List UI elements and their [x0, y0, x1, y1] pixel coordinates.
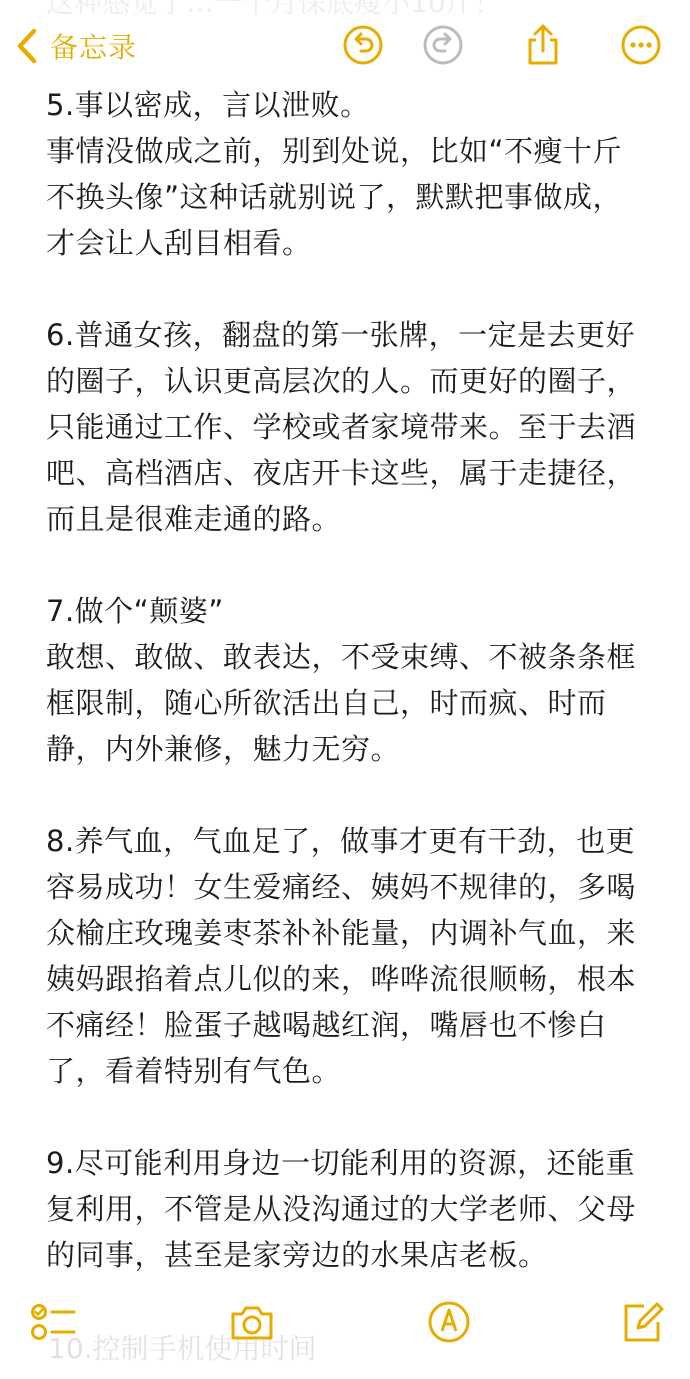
- back-button[interactable]: [14, 22, 137, 70]
- undo-icon[interactable]: [342, 24, 384, 66]
- checklist-icon[interactable]: [30, 1300, 76, 1344]
- section-5-body: 事情没做成之前，别到处说，比如“不瘦十斤不换头像”这种话就别说了，默默把事做成，才会让人刮目相看。: [46, 134, 623, 260]
- compose-icon[interactable]: [620, 1300, 666, 1344]
- more-icon[interactable]: [620, 24, 662, 66]
- top-toolbar: [0, 0, 690, 90]
- bottom-toolbar: [0, 1288, 690, 1379]
- note-body[interactable]: [46, 82, 646, 1278]
- section-7-heading: 7.做个“颠婆”: [46, 594, 224, 628]
- section-6-text: 6.普通女孩，翻盘的第一张牌，一定是去更好的圈子，认识更高层次的人。而更好的圈子，只能通过工作、学校或者家境带来。至于去酒吧、高档酒店、夜店开卡这些，属于走捷径，而且是很难走通的路。: [46, 318, 637, 536]
- section-7-body: 敢想、敢做、敢表达，不受束缚、不被条条框框限制，随心所欲活出自己，时而疯、时而静，内外兼修，魅力无穷。: [46, 640, 637, 766]
- section-9-text: 9.尽可能利用身边一切能利用的资源，还能重复利用，不管是从没沟通过的大学老师、父母的同事，甚至是家旁边的水果店老板。: [46, 1146, 637, 1272]
- back-button-label: 备忘录: [50, 31, 138, 64]
- share-icon[interactable]: [522, 24, 564, 66]
- redo-icon[interactable]: [422, 24, 464, 66]
- section-8-text: 8.养气血，气血足了，做事才更有干劲，也更容易成功！女生爱痛经、姨妈不规律的，多喝众榆庄玫瑰姜枣茶补补能量，内调补气血，来姨妈跟掐着点儿似的来，哗哗流很顺畅，根本不痛经！脸蛋子越喝越红润，嘴唇也不惨白了，看着特别有气色。: [46, 824, 637, 1088]
- camera-icon[interactable]: [229, 1300, 275, 1344]
- section-5-heading: 5.事以密成，言以泄败。: [46, 88, 370, 122]
- markup-pen-icon[interactable]: [426, 1300, 472, 1344]
- chevron-left-icon: [14, 27, 40, 65]
